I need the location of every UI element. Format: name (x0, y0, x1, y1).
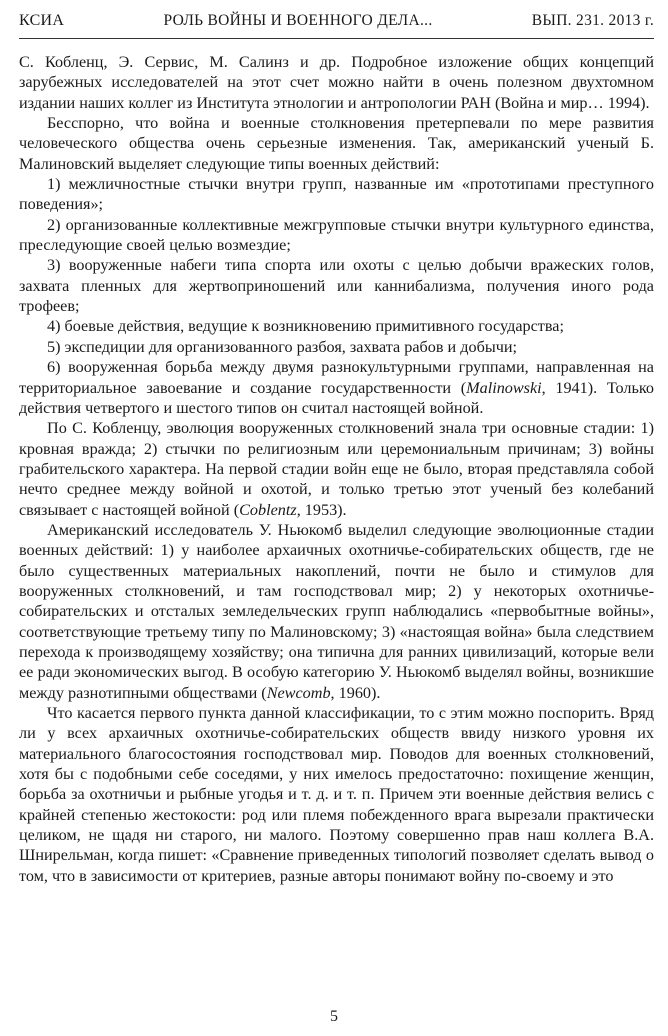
paragraph (19, 520, 654, 703)
paragraph: Что касается первого пункта данной классификации, то с этим можно поспорить. Вряд ли у всех архаичных охотничье-собирательских обществ ввиду низкого уровня их материального благосостояния господствовал мир. Поводов для военных столкновений, хотя бы с подобными себе соседями, у них имелось предостаточно: похищение женщин, борьба за охотничьи и рыбные угодья и т. д. и т. п. Причем эти военные действия велись с крайней степенью жестокости: род или племя побежденного врага вырезали практически целиком, не щадя ни старого, ни малого. Поэтому совершенно прав наш коллега В.А. Шнирельман, когда пишет: «Сравнение приведенных типологий позволяет сделать вывод о том, что в зависимости от критериев, разные авторы понимают войну по-своему и это (19, 704, 654, 885)
text-run: Американский исследователь У. Ньюкомб выделил следующие эволюционные стадии военных действий: 1) у наиболее архаичных охотничье-собирательских обществ, где не было существенных материальных накоплений, почти не было и стимулов для вооруженных столкновений, и там господствовал мир; 2) у некоторых охотничье-собирательских и отсталых земледельческих групп наблюдались «первобытные войны», соответствующие третьему типу по Малиновскому; 3) «настоящая война» была следствием перехода к производящему хозяйству; она типична для ранних цивилизаций, которые вели ее ради экономических выгод. В особую категорию У. Ньюкомб выделял войны, возникшие между разнотипными обществами ( (19, 520, 654, 702)
citation-author: Newcomb (266, 683, 331, 702)
text-run: , 1953). (296, 500, 347, 519)
paragraph (19, 418, 654, 520)
header-rule (19, 38, 654, 39)
list-item: 1) межличностные стычки внутри групп, названные им «прототипами преступного поведения»; (19, 175, 654, 214)
list-item: 3) вооруженные набеги типа спорта или охоты с целью добычи вражеских голов, захвата пленных для жертвоприношений или каннибализма, получения иного рода трофеев; (19, 256, 654, 316)
article-body (19, 52, 654, 886)
text-run: 6) вооруженная борьба между двумя разнокультурными группами, направленная на территориальное завоевание и создание государственности ( (19, 358, 654, 397)
text-run: По С. Кобленцу, эволюция вооруженных столкновений знала три основные стадии: 1) кровная вражда; 2) стычки по религиозным или церемониальным причинам; 3) войны грабительского характера. На первой стадии войн еще не было, вторая представляла собой нечто среднее между войной и охотой, и только третью этот ученый без колебаний связывает с настоящей войной ( (19, 419, 654, 519)
list-item: 2) организованные коллективные межгрупповые стычки внутри культурного единства, преследующие своей целью возмездие; (19, 215, 654, 255)
list-item: 5) экспедиции для организованного разбоя, захвата рабов и добычи; (47, 337, 517, 356)
article-running-title: РОЛЬ ВОЙНЫ И ВОЕННОГО ДЕЛА... (163, 12, 433, 29)
running-header (19, 12, 654, 34)
paragraph: Бесспорно, что война и военные столкновения претерпевали по мере развития человеческого общества очень серьезные изменения. Так, американский ученый Б. Малиновский выделяет следующие типы военных действий: (19, 114, 654, 173)
text-run: , 1960). (330, 683, 381, 702)
issue-info: ВЫП. 231. 2013 г. (531, 12, 654, 29)
list-item (19, 357, 654, 418)
citation-author: Malinowski (466, 378, 542, 397)
paragraph: С. Кобленц, Э. Сервис, М. Салинз и др. Подробное изложение общих концепций зарубежных исследователей на этот счет можно найти в очень полезном двухтомном издании наших коллег из Института этнологии и антропологии РАН (Война и мир… 1994). (19, 53, 654, 112)
journal-abbrev: КСИА (19, 12, 65, 29)
citation-author: Coblentz (239, 500, 297, 519)
text-run: , 1941). Только действия четвертого и шестого типов он считал настоящей войной. (19, 378, 654, 417)
page-number: 5 (330, 1008, 338, 1025)
list-item: 4) боевые действия, ведущие к возникновению примитивного государства; (47, 317, 564, 336)
